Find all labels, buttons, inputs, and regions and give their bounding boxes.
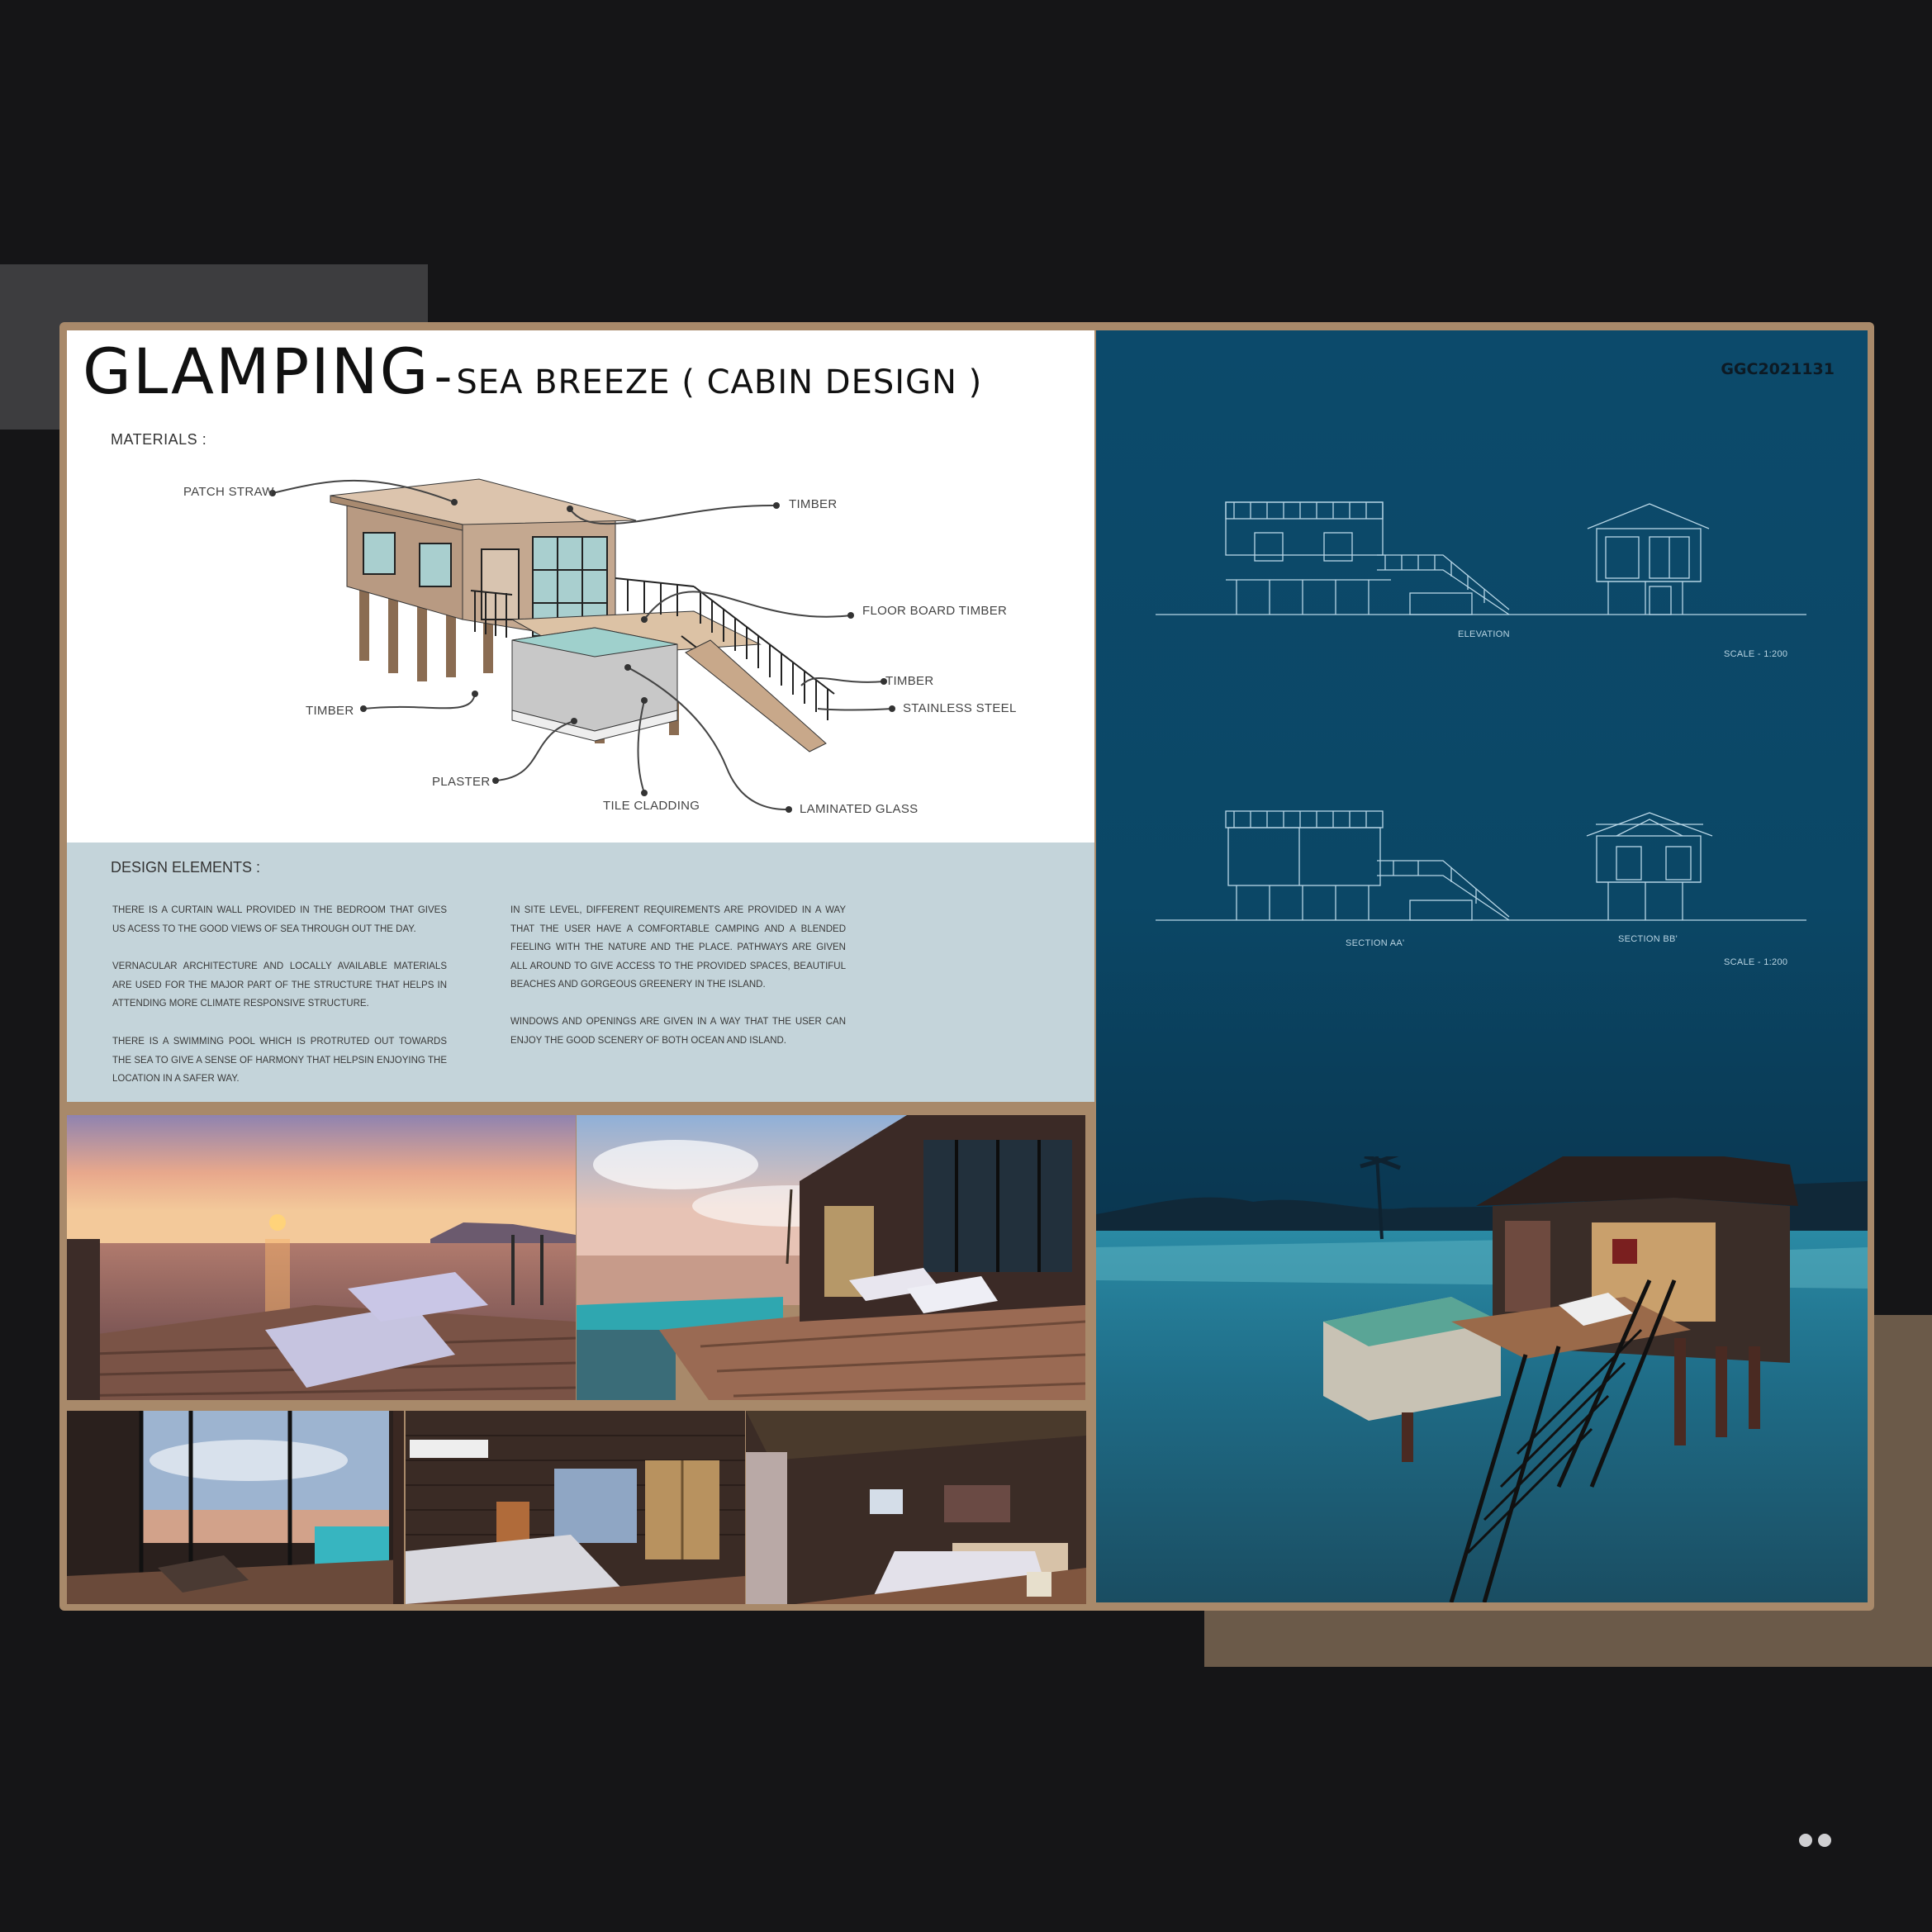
section-aa-label: SECTION AA' <box>1346 938 1405 948</box>
render-sunset-deck <box>67 1115 576 1400</box>
label-timber-stilts: TIMBER <box>306 704 354 718</box>
label-tile-cladding: TILE CLADDING <box>603 799 700 813</box>
scale-label-1: SCALE - 1:200 <box>1724 649 1788 659</box>
render-bedroom <box>406 1411 745 1604</box>
sheet-code: GGC2021131 <box>1721 360 1835 378</box>
title-main: GLAMPING <box>83 335 430 408</box>
design-note-2: VERNACULAR ARCHITECTURE AND LOCALLY AVAILABLE MATERIALS ARE USED FOR THE MAJOR PART OF THE STRUCTURE THAT HELPS IN ATTENDING MORE CLIMATE RESPONSIVE STRUCTURE. <box>112 961 447 1009</box>
label-floor-board-timber: FLOOR BOARD TIMBER <box>862 604 1008 618</box>
design-note-5: WINDOWS AND OPENINGS ARE GIVEN IN A WAY THAT THE USER CAN ENJOY THE GOOD SCENERY OF BOTH OCEAN AND ISLAND. <box>510 1017 846 1046</box>
pagination-dots[interactable] <box>1799 1834 1837 1851</box>
section-bb-label: SECTION BB' <box>1618 934 1678 944</box>
night-render <box>1096 1156 1868 1602</box>
drawings-and-night-render-panel <box>1096 330 1868 1602</box>
scale-label-2: SCALE - 1:200 <box>1724 957 1788 967</box>
page-title <box>83 335 982 408</box>
design-elements-heading: DESIGN ELEMENTS : <box>111 859 261 876</box>
design-note-4: IN SITE LEVEL, DIFFERENT REQUIREMENTS ARE PROVIDED IN A WAY THAT THE USER HAVE A COMFORTABLE CAMPING AND A BLENDED FEELING WITH THE NATURE AND THE PLACE. PATHWAYS ARE GIVEN ALL AROUND TO GIVE ACCESS TO THE PROVIDED SPACES, BEAUTIFUL BEACHES AND GORGEOUS GREENERY IN THE ISLAND. <box>510 905 846 990</box>
materials-heading: MATERIALS : <box>111 431 207 448</box>
label-laminated-glass: LAMINATED GLASS <box>800 802 919 816</box>
label-plaster: PLASTER <box>432 775 491 789</box>
title-sub: SEA BREEZE ( CABIN DESIGN ) <box>456 363 983 401</box>
label-stainless-steel: STAINLESS STEEL <box>903 701 1017 715</box>
cabin-material-diagram <box>165 446 1041 826</box>
title-dash: - <box>434 348 453 406</box>
elevation-label: ELEVATION <box>1458 629 1510 639</box>
render-bedroom-2 <box>746 1411 1086 1604</box>
render-living-room <box>67 1411 404 1604</box>
label-timber-stair: TIMBER <box>885 674 934 688</box>
render-pool-deck <box>577 1115 1085 1400</box>
design-note-1: THERE IS A CURTAIN WALL PROVIDED IN THE BEDROOM THAT GIVES US ACESS TO THE GOOD VIEWS OF SEA THROUGH OUT THE DAY. <box>112 905 447 934</box>
design-note-3: THERE IS A SWIMMING POOL WHICH IS PROTRUTED OUT TOWARDS THE SEA TO GIVE A SENSE OF HARMONY THAT HELPSIN ENJOYING THE LOCATION IN A SAFER WAY. <box>112 1037 447 1084</box>
page-dot-2[interactable] <box>1818 1834 1831 1847</box>
page-dot-1[interactable] <box>1799 1834 1812 1847</box>
label-patch-straw: PATCH STRAW <box>183 485 274 499</box>
label-timber-roof: TIMBER <box>789 497 838 511</box>
